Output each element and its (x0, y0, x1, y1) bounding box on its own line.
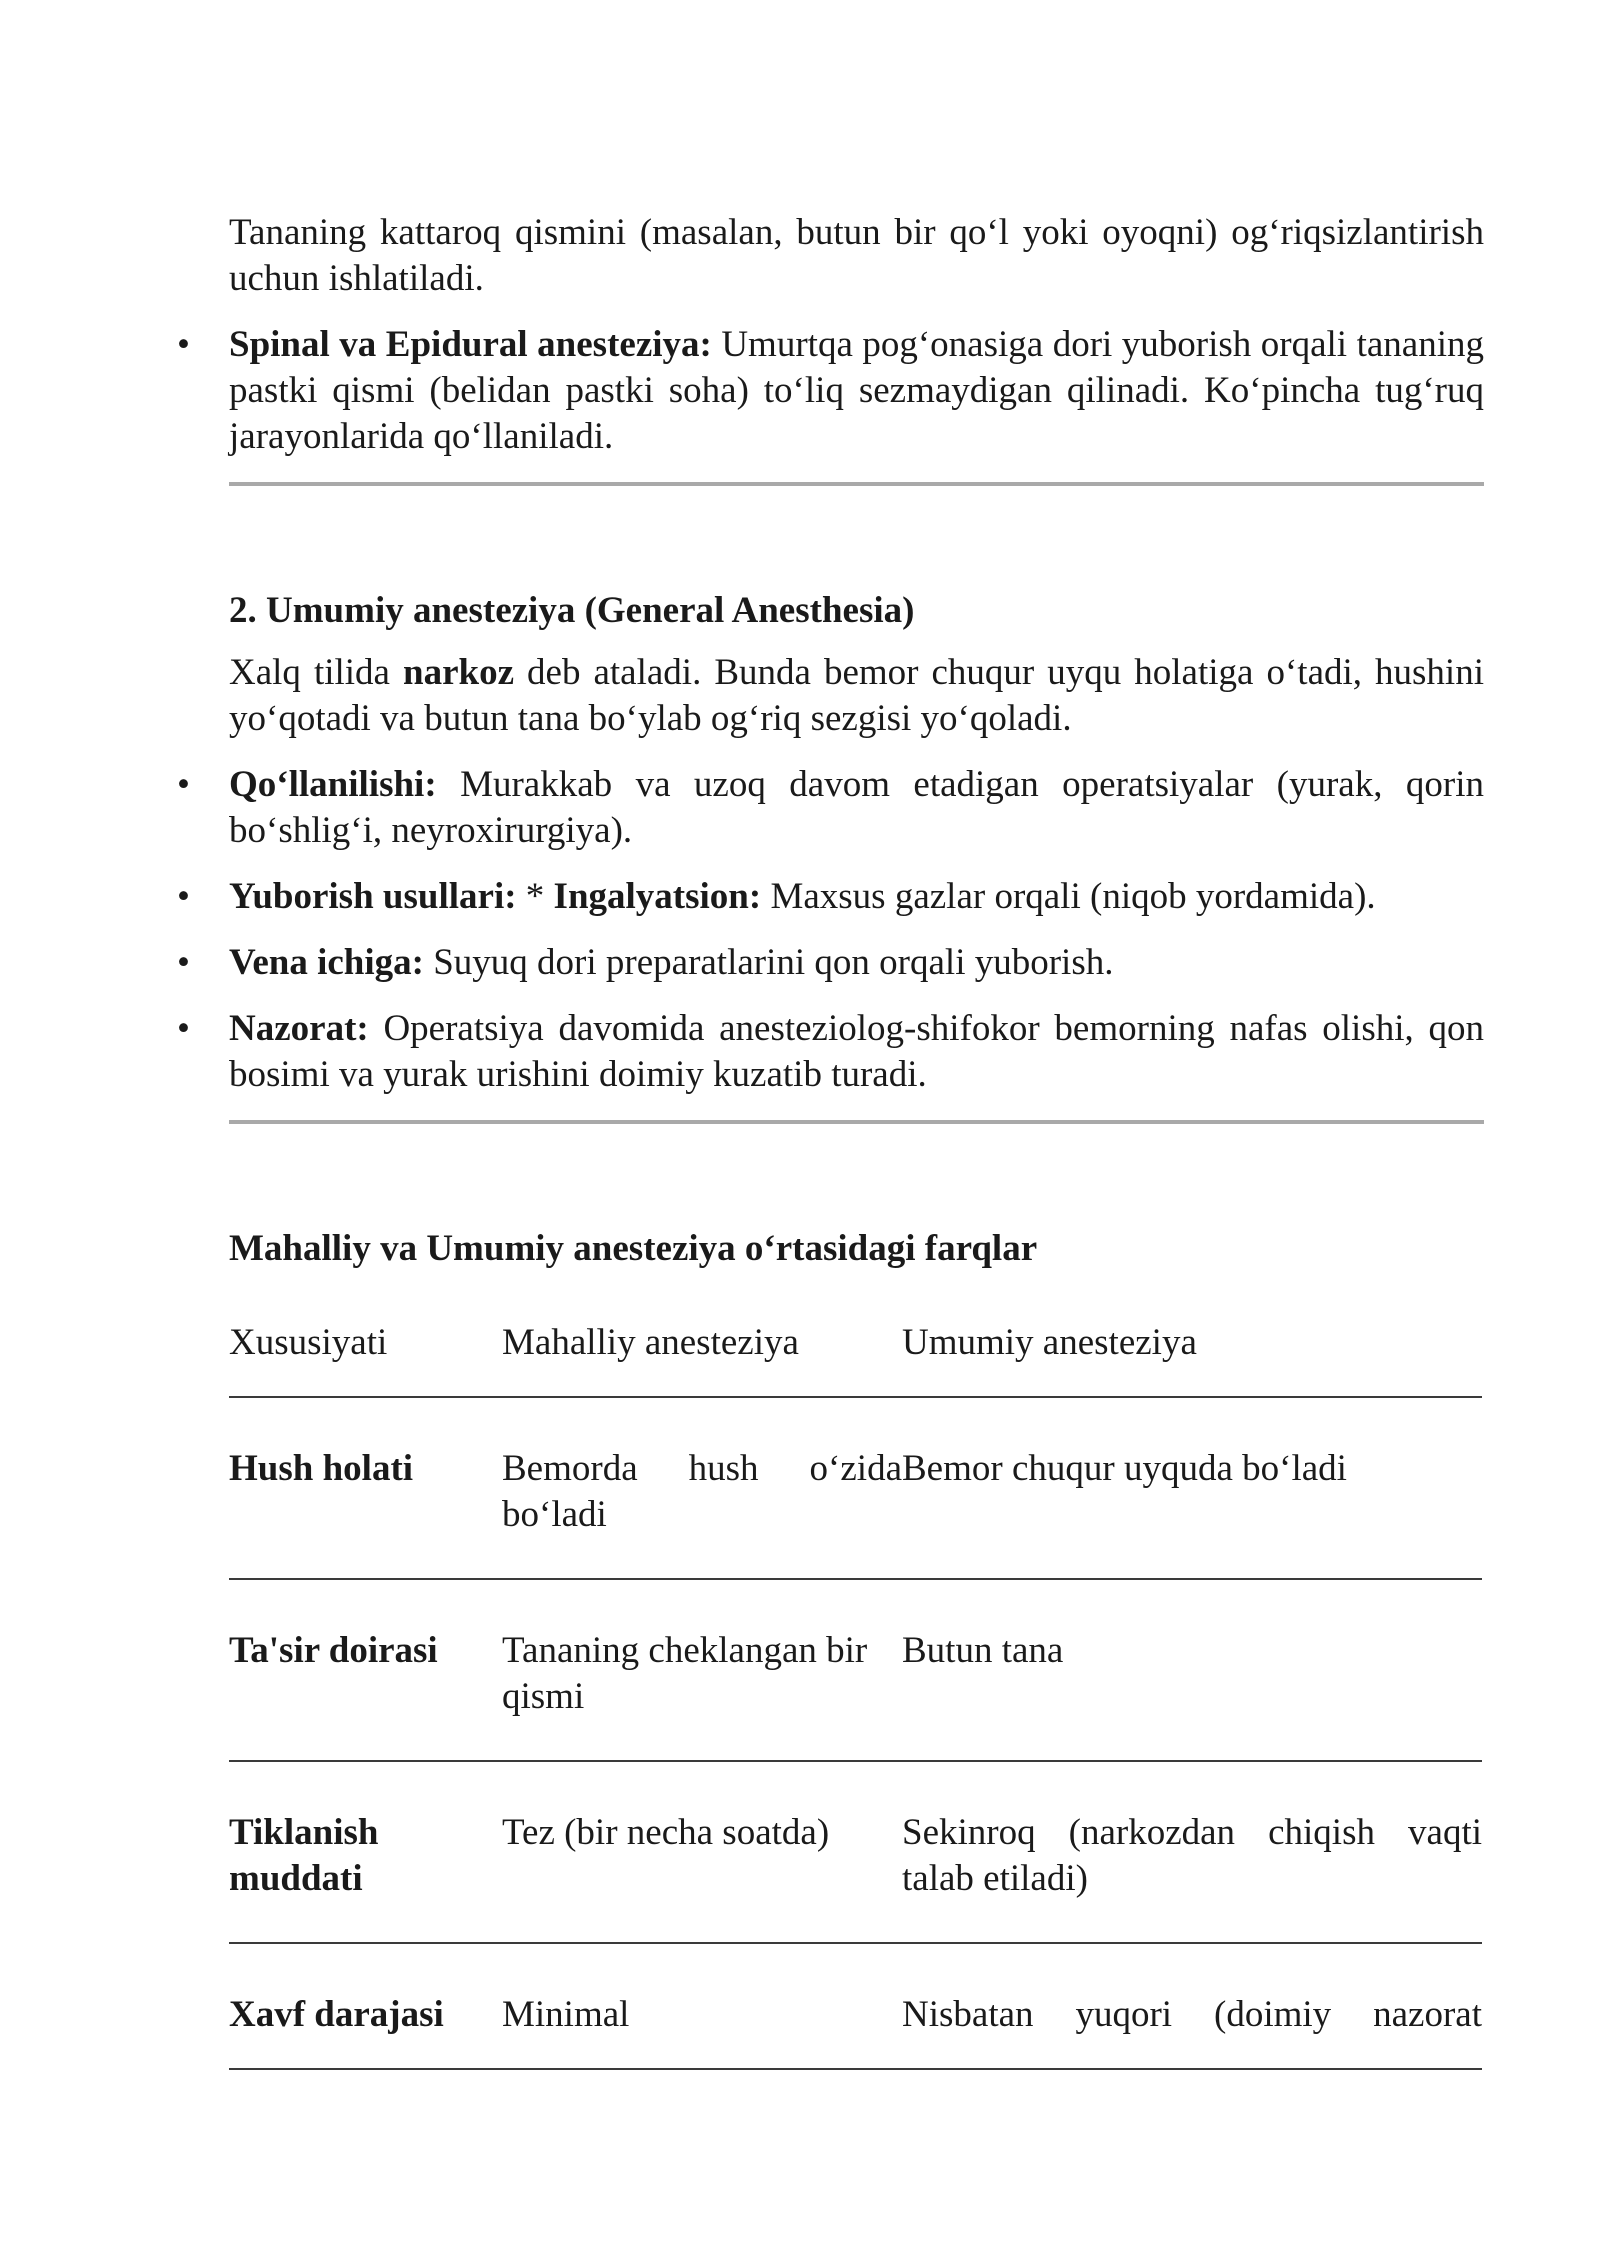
table-divider-row (229, 1943, 1482, 1992)
bullet-text: Murakkab va uzoq davom etadigan operatsiyalar (yurak, qorin bo‘shlig‘i, neyroxirurgiya). (229, 764, 1484, 851)
spinal-label: Spinal va Epidural anesteziya: (229, 324, 712, 365)
header-cell: Xususiyati (229, 1322, 388, 1363)
general-cell: Nisbatan yuqori (doimiy nazorat (902, 1994, 1482, 2035)
list-item (177, 940, 1484, 986)
document-page (177, 210, 1484, 2072)
bullet-icon: • (177, 324, 190, 365)
bullet-icon: • (177, 764, 190, 805)
feature-cell (229, 1446, 502, 1538)
table-row (229, 1628, 1482, 1720)
comparison-table (229, 1320, 1482, 2072)
bullet-icon: • (177, 1008, 190, 1049)
feature-label: Ta'sir doirasi (229, 1630, 438, 1671)
feature-label: Tiklanish muddati (229, 1812, 379, 1899)
section-heading: 2. Umumiy anesteziya (General Anesthesia) (229, 590, 915, 631)
general-cell: Sekinroq (narkozdan chiqish vaqti talab etiladi) (902, 1812, 1482, 1899)
table-divider-row (229, 2038, 1482, 2069)
list-item (177, 762, 1484, 854)
feature-cell (229, 1628, 502, 1720)
bullet-separator: * (516, 876, 554, 917)
bullet-icon: • (177, 942, 190, 983)
table-divider-row (229, 1761, 1482, 1810)
feature-cell (229, 1992, 502, 2038)
local-cell: Bemorda hush o‘zida bo‘ladi (502, 1448, 902, 1535)
list-item (177, 874, 1484, 920)
general-intro-paragraph (229, 650, 1484, 742)
general-bullet-list (177, 762, 1484, 1098)
table-divider-row (229, 1579, 1482, 1628)
table-divider-row (229, 2069, 1482, 2072)
intro-paragraph (229, 210, 1484, 302)
intro-text: Tananing kattaroq qismini (masalan, butun bir qo‘l yoki oyoqni) og‘riqsizlantirish uchun ishlatiladi. (229, 212, 1484, 299)
section-divider (229, 482, 1484, 486)
table-divider-row (229, 1720, 1482, 1761)
general-intro-bold: narkoz (403, 652, 514, 693)
table-row (229, 1446, 1482, 1538)
bullet-label-secondary: Ingalyatsion: (553, 876, 762, 917)
spinal-bullet-list (177, 322, 1484, 460)
local-cell: Tez (bir necha soatda) (502, 1812, 830, 1853)
local-cell: Tananing cheklangan bir qismi (502, 1630, 868, 1717)
general-cell: Butun tana (902, 1630, 1064, 1671)
section-divider (229, 1120, 1484, 1124)
bullet-label: Vena ichiga: (229, 942, 424, 983)
table-header-row (229, 1320, 1482, 1397)
list-item (177, 322, 1484, 460)
table-heading: Mahalliy va Umumiy anesteziya o‘rtasidagi farqlar (229, 1228, 1038, 1269)
header-cell: Mahalliy anesteziya (502, 1322, 799, 1363)
table-row (229, 1810, 1482, 1902)
feature-label: Xavf darajasi (229, 1994, 444, 2035)
bullet-label: Qo‘llanilishi: (229, 764, 437, 805)
table-divider-row (229, 1397, 1482, 1446)
feature-label: Hush holati (229, 1448, 414, 1489)
spinal-text: Umurtqa pog‘onasiga dori yuborish orqali tananing pastki qismi (belidan pastki soha) to‘liq sezmaydigan qilinadi. Ko‘pincha tug‘ruq jarayonlarida qo‘llaniladi. (229, 324, 1484, 457)
bullet-label: Yuborish usullari: (229, 876, 517, 917)
bullet-text: Operatsiya davomida anesteziolog-shifokor bemorning nafas olishi, qon bosimi va yurak urishini doimiy kuzatib turadi. (229, 1008, 1484, 1095)
list-item (177, 1006, 1484, 1098)
bullet-text: Maxsus gazlar orqali (niqob yordamida). (761, 876, 1376, 917)
general-cell: Bemor chuqur uyquda bo‘ladi (902, 1448, 1347, 1489)
bullet-text: Suyuq dori preparatlarini qon orqali yuborish. (423, 942, 1114, 983)
feature-cell (229, 1810, 502, 1902)
general-intro-after: deb ataladi. Bunda bemor chuqur uyqu holatiga o‘tadi, hushini yo‘qotadi va butun tana bo‘ylab og‘riq sezgisi yo‘qoladi. (229, 652, 1484, 739)
table-row (229, 1992, 1482, 2038)
general-intro-before: Xalq tilida (229, 652, 403, 693)
bullet-icon: • (177, 876, 190, 917)
table-divider-row (229, 1538, 1482, 1579)
header-cell: Umumiy anesteziya (902, 1322, 1197, 1363)
bullet-label: Nazorat: (229, 1008, 369, 1049)
local-cell: Minimal (502, 1994, 630, 2035)
table-divider-row (229, 1902, 1482, 1943)
